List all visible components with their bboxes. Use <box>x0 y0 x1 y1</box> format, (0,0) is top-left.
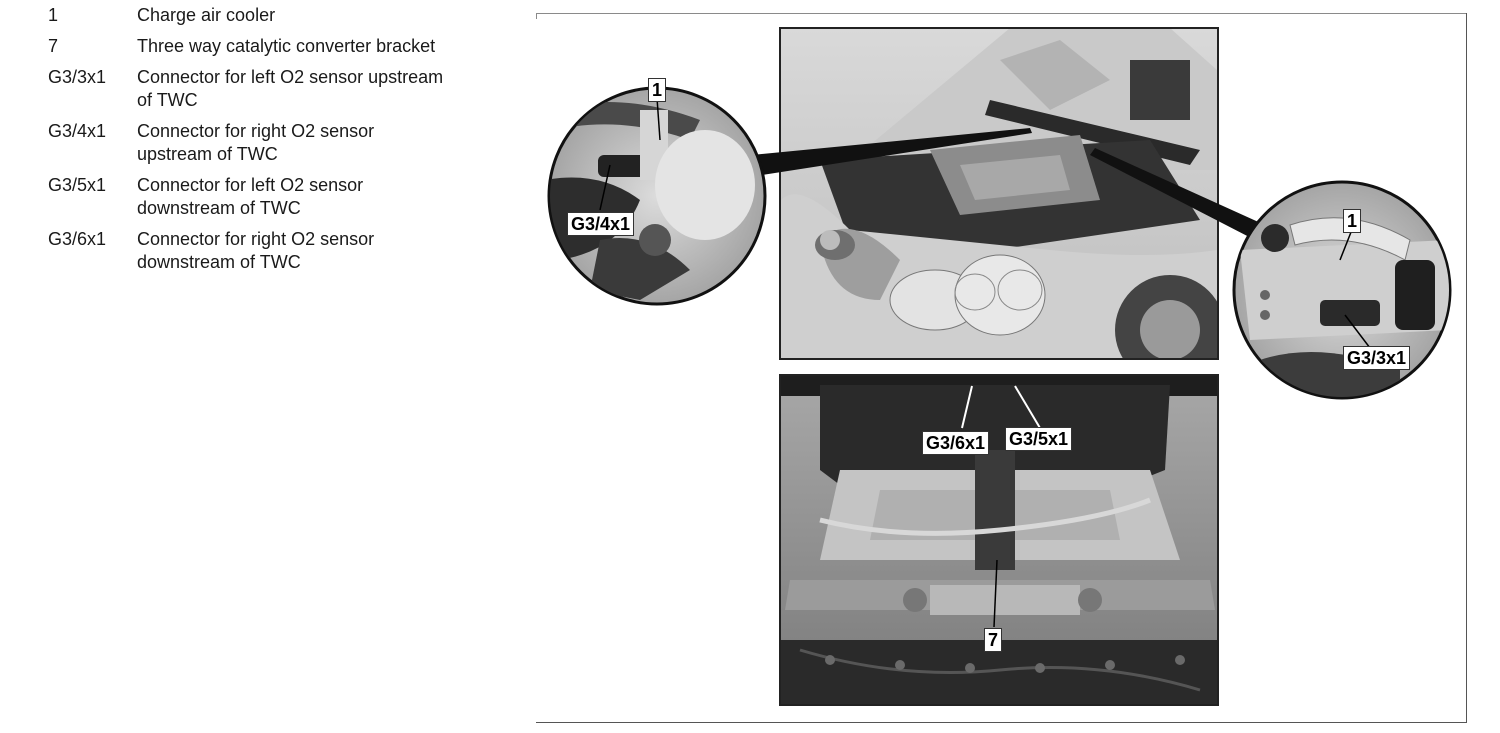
left-detail-circle <box>545 88 765 304</box>
right-detail-circle <box>1234 182 1450 400</box>
legend-line: Connector for left O2 sensor <box>137 175 364 195</box>
callout-1-right: 1 <box>1343 209 1361 233</box>
legend-code: 1 <box>48 5 59 25</box>
legend-code: G3/6x1 <box>48 229 107 249</box>
callout-g3-3x1: G3/3x1 <box>1343 346 1410 370</box>
legend-line: downstream of TWC <box>137 252 301 272</box>
callout-7: 7 <box>984 628 1002 652</box>
legend-line: of TWC <box>137 90 198 110</box>
underbody-photo <box>780 375 1218 705</box>
legend-code: G3/4x1 <box>48 121 107 141</box>
legend-line: Three way catalytic converter bracket <box>137 36 436 56</box>
callout-1-left: 1 <box>648 78 666 102</box>
legend-line: downstream of TWC <box>137 198 301 218</box>
callout-g3-6x1: G3/6x1 <box>922 431 989 455</box>
legend-code: G3/5x1 <box>48 175 107 195</box>
callout-g3-5x1: G3/5x1 <box>1005 427 1072 451</box>
engine-bay-photo <box>780 28 1225 385</box>
legend-line: Connector for right O2 sensor <box>137 229 375 249</box>
legend-code: G3/3x1 <box>48 67 107 87</box>
legend-line: Connector for left O2 sensor upstream <box>137 67 444 87</box>
callout-g3-4x1: G3/4x1 <box>567 212 634 236</box>
legend-line: upstream of TWC <box>137 144 278 164</box>
legend-line: Charge air cooler <box>137 5 276 25</box>
legend-line: Connector for right O2 sensor <box>137 121 375 141</box>
legend-code: 7 <box>48 36 59 56</box>
